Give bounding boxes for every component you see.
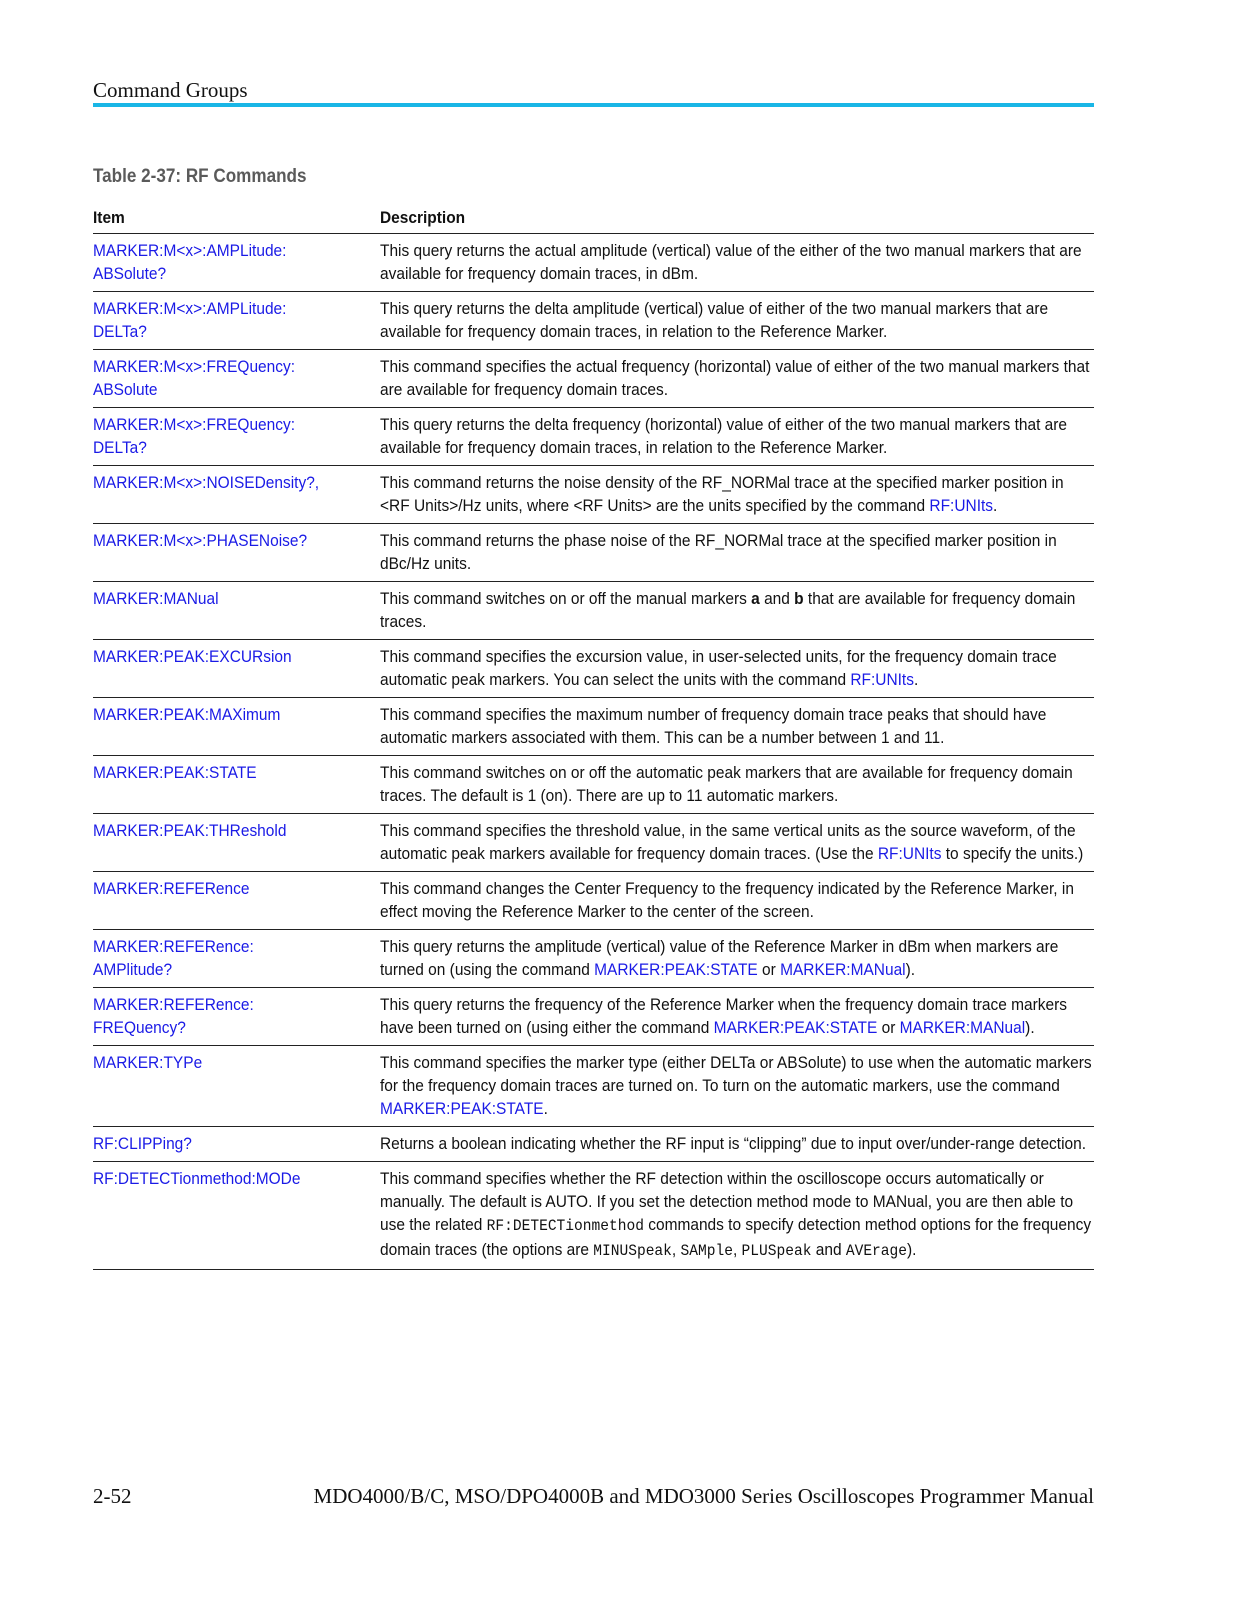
description-text: This query returns the frequency of the Reference Marker when the frequency domain trace markers have been turned on (using either the command [380,995,1068,1037]
table-row [93,1162,1094,1270]
command-link[interactable]: AMPlitude? [93,960,173,979]
description-text: Returns a boolean indicating whether the RF input is “clipping” due to input over/under-range detection. [380,1134,1087,1153]
inline-command-link[interactable]: RF:UNIts [929,496,994,515]
inline-command-link[interactable]: MARKER:PEAK:STATE [713,1018,878,1037]
command-link[interactable]: ABSolute? [93,264,167,283]
description-text: This command returns the noise density of the RF_NORMal trace at the specified marker position in <RF Units>/Hz units, where <RF Units> are the units specified by the command [380,473,1064,515]
description-text: or [757,960,781,979]
table-row [93,1127,1094,1162]
table-row [93,408,1094,466]
description-text: This command specifies the actual frequency (horizontal) value of either of the two manual markers that are available for frequency domain traces. [380,357,1090,399]
command-description [380,239,1095,285]
command-description [380,413,1095,459]
description-text: This command switches on or off the manual markers [380,589,752,608]
command-link[interactable]: MARKER:M<x>:AMPLitude: [93,299,287,318]
command-description [380,877,1095,923]
description-text: This command switches on or off the automatic peak markers that are available for frequency domain traces. The default is 1 (on). There are up to 11 automatic markers. [380,763,1073,805]
description-text: This command changes the Center Frequency to the frequency indicated by the Reference Marker, in effect moving the Reference Marker to the center of the screen. [380,879,1074,921]
description-text: or [877,1018,900,1037]
inline-command-link[interactable]: MARKER:PEAK:STATE [380,1099,544,1118]
inline-code: PLUSpeak [741,1242,812,1260]
command-description [380,355,1095,401]
description-text: and [759,589,795,608]
command-link[interactable]: MARKER:M<x>:AMPLitude: [93,241,287,260]
description-text: ). [905,960,916,979]
description-text: , [671,1240,681,1259]
command-description [380,935,1095,981]
bold-text: a [751,589,760,608]
description-text: This command returns the phase noise of the RF_NORMal trace at the specified marker position in dBc/Hz units. [380,531,1057,573]
manual-title: MDO4000/B/C, MSO/DPO4000B and MDO3000 Series Oscilloscopes Programmer Manual [313,1484,1094,1508]
command-link[interactable]: DELTa? [93,438,147,457]
description-text: . [913,670,919,689]
description-text: to specify the units.) [941,844,1084,863]
description-text: This query returns the amplitude (vertical) value of the Reference Marker in dBm when markers are turned on (using the command [380,937,1059,979]
description-text: . [543,1099,548,1118]
description-text: ). [1025,1018,1035,1037]
table-row [93,698,1094,756]
inline-code: MINUSpeak [593,1242,672,1260]
description-text: . [993,496,998,515]
inline-code: RF:DETECTionmethod [486,1217,644,1235]
page-header-title: Command Groups [93,78,248,102]
inline-code: SAMple [680,1242,733,1260]
command-description [380,529,1095,575]
command-link[interactable]: RF:DETECTionmethod:MODe [93,1169,301,1188]
command-link[interactable]: FREQuency? [93,1018,186,1037]
description-text: This query returns the delta frequency (horizontal) value of either of the two manual markers that are available for frequency domain traces, in relation to the Reference Marker. [380,415,1068,457]
command-description [380,471,1095,517]
table-row [93,1046,1094,1127]
command-link[interactable]: MARKER:PEAK:MAXimum [93,705,281,724]
command-description [380,587,1095,633]
bold-text: b [794,589,804,608]
command-link[interactable]: DELTa? [93,322,147,341]
table-row [93,814,1094,872]
inline-code: AVErage [845,1242,908,1260]
description-text: ). [907,1240,917,1259]
inline-command-link[interactable]: MARKER:MANual [899,1018,1026,1037]
inline-command-link[interactable]: RF:UNIts [877,844,942,863]
table-header-row [93,203,1094,234]
command-link[interactable]: MARKER:TYPe [93,1053,203,1072]
table-body [93,234,1094,1270]
table-row [93,466,1094,524]
description-text: , [732,1240,742,1259]
table-row [93,350,1094,408]
page-number: 2-52 [93,1484,132,1508]
column-header-item: Item [93,208,125,227]
table-row [93,292,1094,350]
command-description [380,297,1095,343]
command-link[interactable]: MARKER:REFERence: [93,995,254,1014]
command-description [380,1167,1095,1263]
table-row [93,872,1094,930]
table-row [93,988,1094,1046]
description-text: This query returns the actual amplitude (vertical) value of the either of the two manual markers that are available for frequency domain traces, in dBm. [380,241,1082,283]
command-link[interactable]: MARKER:M<x>:NOISEDensity?, [93,473,320,492]
table-row [93,524,1094,582]
column-header-description: Description [380,208,466,227]
command-description [380,1051,1095,1120]
command-description [380,645,1095,691]
description-text: and [811,1240,846,1259]
command-link[interactable]: MARKER:REFERence [93,879,250,898]
command-description [380,761,1095,807]
command-link[interactable]: MARKER:M<x>:FREQuency: [93,357,296,376]
description-text: This command specifies the excursion value, in user-selected units, for the frequency domain trace automatic peak markers. You can select the units with the command [380,647,1057,689]
inline-command-link[interactable]: MARKER:MANual [780,960,906,979]
table-row [93,756,1094,814]
description-text: This command specifies whether the RF detection within the oscilloscope occurs automatically or manually. The default is AUTO. If you set the detection method mode to MANual, you are then able to use the related [380,1169,1074,1234]
command-link[interactable]: ABSolute [93,380,158,399]
table-row [93,582,1094,640]
command-description [380,1132,1095,1155]
table-caption: Table 2-37: RF Commands [93,166,307,187]
command-description [380,703,1095,749]
command-link[interactable]: MARKER:M<x>:PHASENoise? [93,531,308,550]
description-text: This command specifies the maximum number of frequency domain trace peaks that should have automatic markers associated with them. This can be a number between 1 and 11. [380,705,1047,747]
command-link[interactable]: MARKER:REFERence: [93,937,254,956]
command-link[interactable]: MARKER:PEAK:THReshold [93,821,287,840]
command-description [380,993,1095,1039]
table-row [93,640,1094,698]
description-text: commands to specify detection method options for the frequency domain traces (the options are [380,1215,1092,1259]
description-text: This command specifies the marker type (either DELTa or ABSolute) to use when the automatic markers for the frequency domain traces are turned on. To turn on the automatic markers, use the command [380,1053,1092,1095]
description-text: This query returns the delta amplitude (vertical) value of either of the two manual markers that are available for frequency domain traces, in relation to the Reference Marker. [380,299,1049,341]
command-description [380,819,1095,865]
table-row [93,930,1094,988]
table-row [93,234,1094,292]
description-text: that are available for frequency domain traces. [380,589,1076,631]
command-link[interactable]: MARKER:PEAK:STATE [93,763,257,782]
description-text: This command specifies the threshold value, in the same vertical units as the source waveform, of the automatic peak markers available for frequency domain traces. (Use the [380,821,1076,863]
inline-command-link[interactable]: MARKER:PEAK:STATE [594,960,758,979]
command-link[interactable]: MARKER:M<x>:FREQuency: [93,415,296,434]
command-link[interactable]: MARKER:MANual [93,589,219,608]
header-rule [93,103,1094,107]
inline-command-link[interactable]: RF:UNIts [850,670,914,689]
command-link[interactable]: MARKER:PEAK:EXCURsion [93,647,292,666]
command-link[interactable]: RF:CLIPPing? [93,1134,192,1153]
rf-commands-table [93,203,1094,1270]
